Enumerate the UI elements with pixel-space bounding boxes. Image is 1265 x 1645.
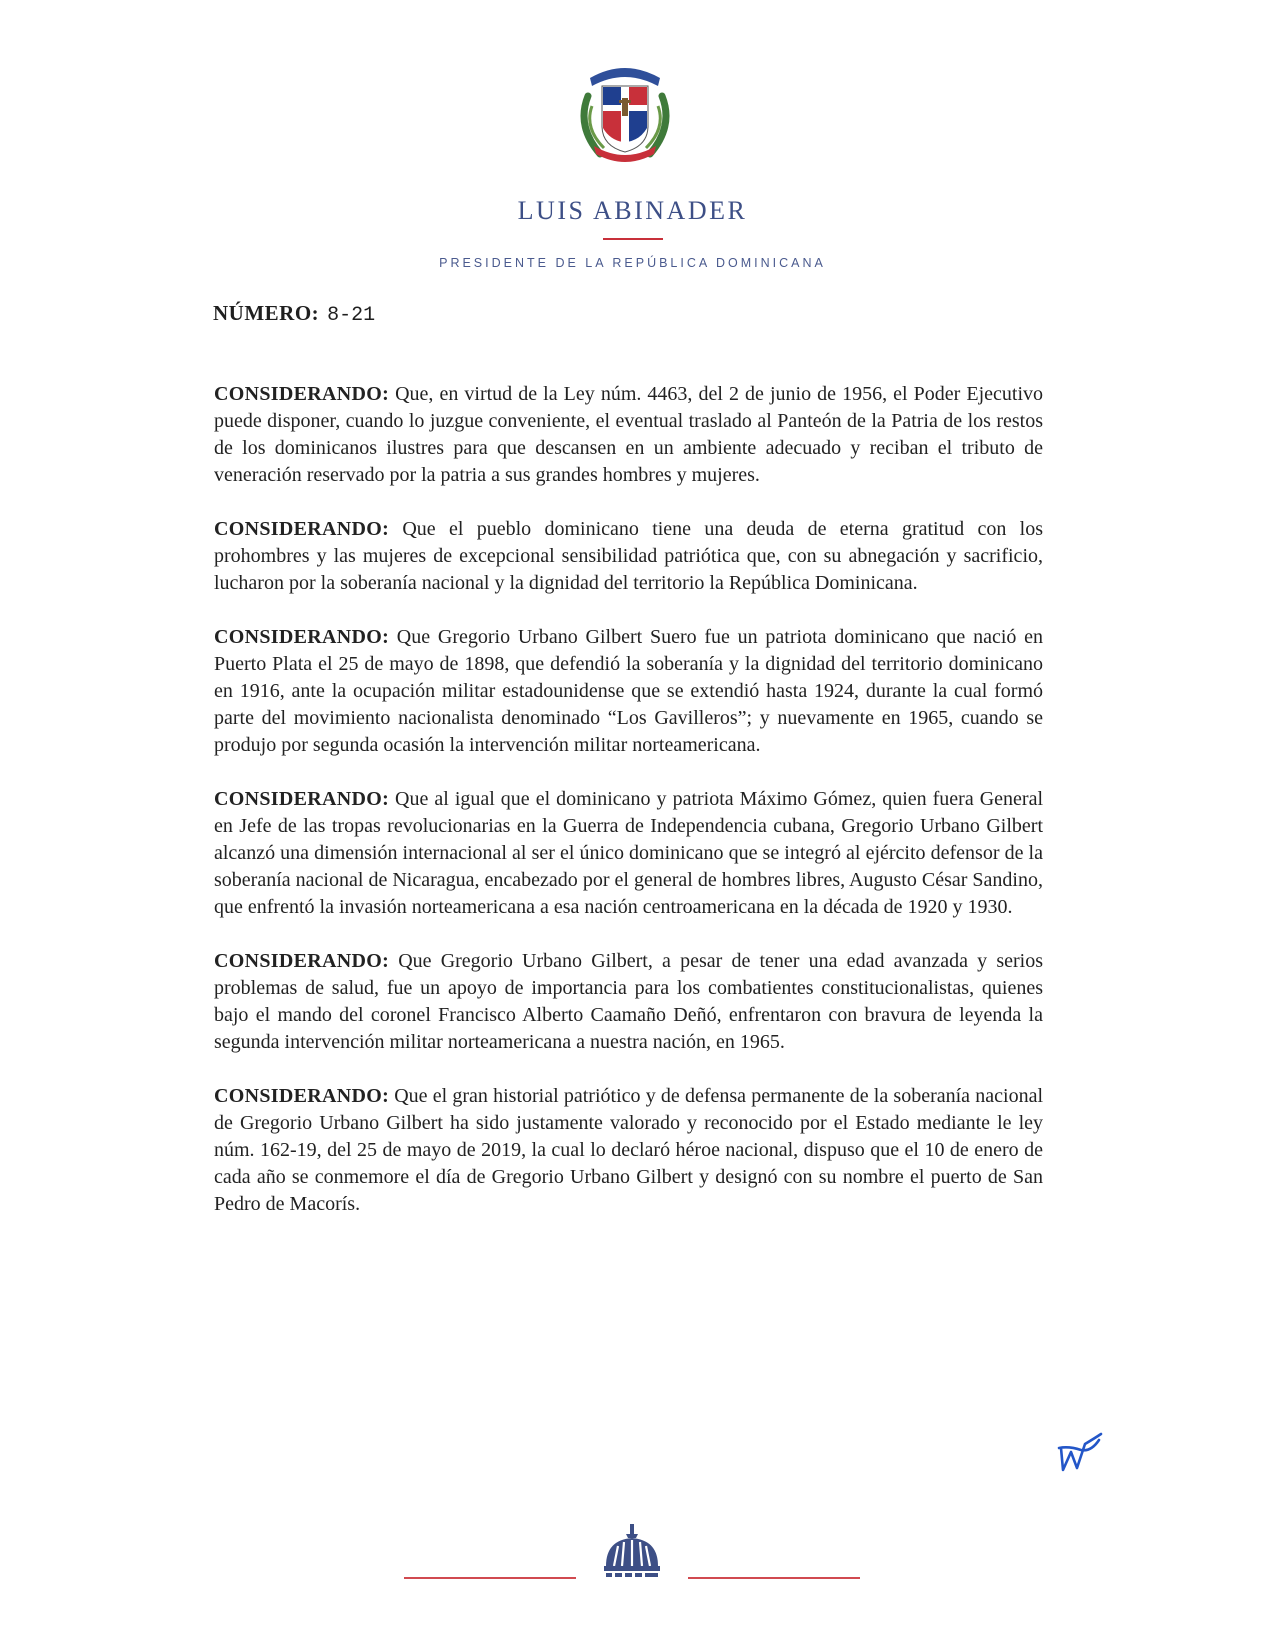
- footer-rule-left: [404, 1577, 576, 1579]
- footer-rule-right: [688, 1577, 860, 1579]
- dome-icon: [600, 1522, 664, 1582]
- considerando-paragraph-3: [214, 624, 1043, 759]
- coat-of-arms-icon: [570, 56, 680, 168]
- decree-number: [213, 301, 375, 327]
- president-name: LUIS ABINADER: [517, 196, 748, 225]
- considerando-text: Que, en virtud de la Ley núm. 4463, del 2 de junio de 1956, el Poder Ejecutivo puede disponer, cuando lo juzgue conveniente, el eventual traslado al Panteón de la Patria de los restos de los dominicanos ilustres para que descansen en un ambiente adecuado y reciban el tributo de veneración reservado por la patria a sus grandes hombres y mujeres.: [214, 383, 1044, 486]
- considerando-keyword: CONSIDERANDO:: [214, 626, 390, 648]
- considerando-keyword: CONSIDERANDO:: [214, 1085, 390, 1107]
- considerando-text: Que el pueblo dominicano tiene una deuda de eterna gratitud con los prohombres y las mujeres de excepcional sensibilidad patriótica que, con su abnegación y sacrificio, lucharon por la soberanía nacional y la dignidad del territorio la República Dominicana.: [214, 518, 1043, 594]
- considerando-keyword: CONSIDERANDO:: [214, 950, 390, 972]
- considerando-paragraph-5: [214, 948, 1043, 1056]
- decree-body: [214, 381, 1043, 1245]
- considerando-text: Que el gran historial patriótico y de defensa permanente de la soberanía nacional de Gregorio Urbano Gilbert ha sido justamente valorado y reconocido por el Estado mediante le ley núm. 162-19, del 25 de mayo de 2019, la cual lo declaró héroe nacional, dispuso que el 10 de enero de cada año se conmemore el día de Gregorio Urbano Gilbert y designó con su nombre el puerto de San Pedro de Macorís.: [214, 1085, 1043, 1215]
- considerando-text: Que Gregorio Urbano Gilbert, a pesar de tener una edad avanzada y serios problemas de salud, fue un apoyo de importancia para los combatientes constitucionalistas, quienes bajo el mando del coronel Francisco Alberto Caamaño Deñó, enfrentaron con bravura de leyenda la segunda intervención militar norteamericana a nuestra nación, en 1965.: [214, 950, 1043, 1053]
- considerando-keyword: CONSIDERANDO:: [214, 788, 390, 810]
- considerando-text: Que al igual que el dominicano y patriota Máximo Gómez, quien fuera General en Jefe de las tropas revolucionarias en la Guerra de Independencia cubana, Gregorio Urbano Gilbert alcanzó una dimensión internacional al ser el único dominicano que se integró al ejército defensor de la soberanía nacional de Nicaragua, encabezado por el general de hombres libres, Augusto César Sandino, que enfrentó la invasión norteamericana a esa nación centroamericana en la década de 1920 y 1930.: [214, 788, 1044, 918]
- president-title: PRESIDENTE DE LA REPÚBLICA DOMINICANA: [439, 256, 826, 270]
- decree-number-label: NÚMERO:: [213, 301, 320, 325]
- signature-initials-icon: [1055, 1430, 1105, 1476]
- considerando-paragraph-6: [214, 1083, 1043, 1218]
- considerando-paragraph-2: [214, 516, 1043, 597]
- considerando-keyword: CONSIDERANDO:: [214, 383, 390, 405]
- considerando-text: Que Gregorio Urbano Gilbert Suero fue un patriota dominicano que nació en Puerto Plata el 25 de mayo de 1898, que defendió la soberanía y la dignidad del territorio dominicano en 1916, ante la ocupación militar estadounidense que se extendió hasta 1924, durante la cual formó parte del movimiento nacionalista denominado “Los Gavilleros”; y nuevamente en 1965, cuando se produjo por segunda ocasión la intervención militar norteamericana.: [214, 626, 1044, 756]
- considerando-keyword: CONSIDERANDO:: [214, 518, 390, 540]
- considerando-paragraph-1: [214, 381, 1043, 489]
- decree-number-value: 8-21: [327, 304, 376, 327]
- name-underline: [603, 238, 663, 240]
- considerando-paragraph-4: [214, 786, 1043, 921]
